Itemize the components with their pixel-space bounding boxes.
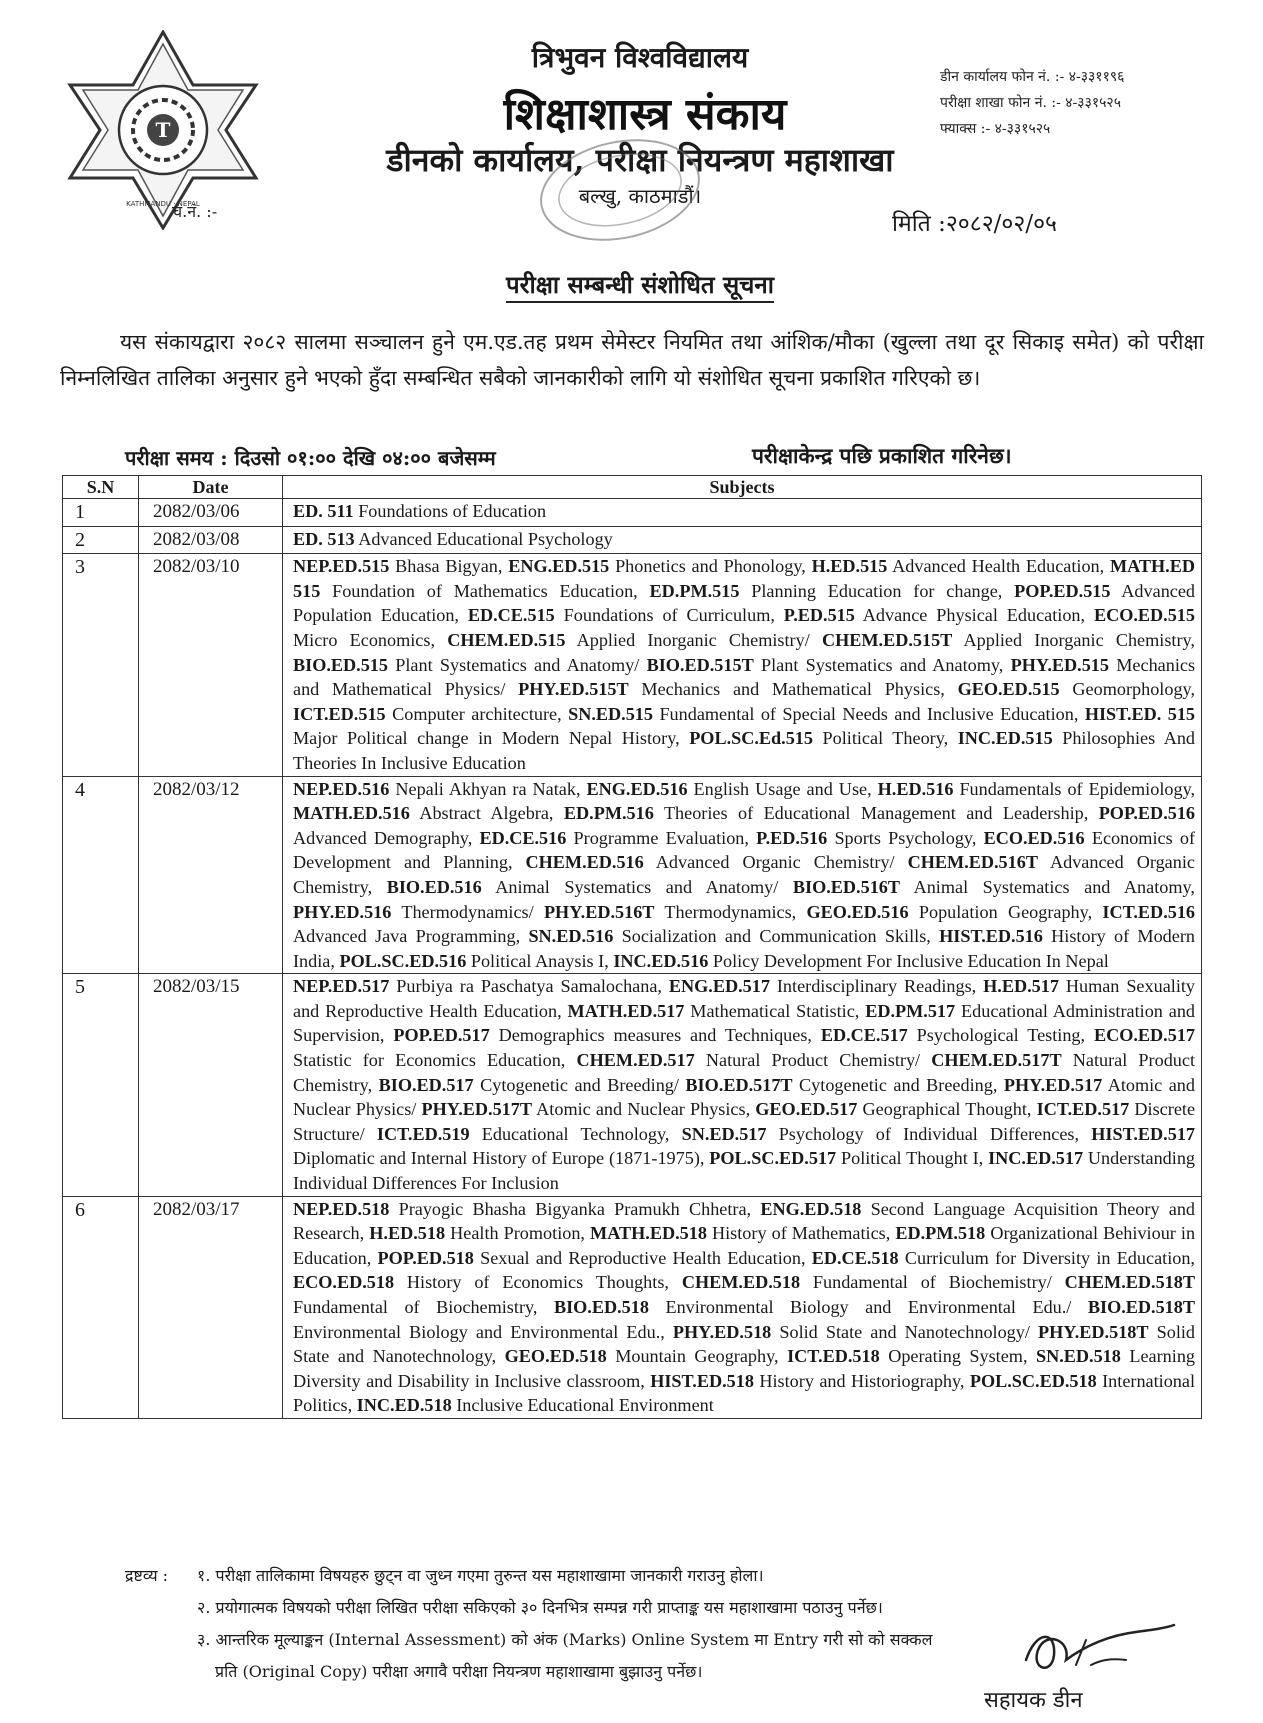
row-sn: 1 (63, 499, 139, 527)
signatory-title: सहायक डीन (984, 1688, 1083, 1713)
subject-title: Foundations of Education (358, 501, 547, 521)
row-subjects (283, 499, 1202, 527)
subject-title: Psychology of Individual Differences, (778, 1123, 1092, 1144)
subject-title: Sports Psychology, (834, 827, 984, 848)
row-sn: 2 (63, 526, 139, 554)
subject-title: Atomic and Nuclear Physics, (536, 1099, 756, 1120)
subject-title: Environmental Biology and Environmental Edu., (293, 1321, 673, 1342)
reference-number: च.नं. :- (172, 202, 218, 221)
subject-code: INC.ED.516 (613, 950, 709, 971)
row-date: 2082/03/10 (139, 554, 283, 776)
subject-code: ED.PM.517 (865, 1000, 956, 1021)
subject-title: Educational Technology, (481, 1123, 682, 1144)
subject-code: INC.ED.515 (957, 728, 1053, 749)
subject-title: Diplomatic and Internal History of Europe (1871-1975), (293, 1148, 710, 1169)
subject-title: Policy Development For Inclusive Education In Nepal (712, 950, 1109, 971)
subject-title: Sexual and Reproductive Health Education, (480, 1247, 812, 1268)
subject-code: H.ED.515 (811, 556, 888, 577)
subject-code: ED. 511 (293, 501, 354, 521)
subject-title: Theories of Educational Management and Leadership, (663, 803, 1099, 824)
subject-title: Purbiya ra Paschatya Samalochana, (396, 976, 669, 997)
subject-title: Political Theory, (822, 728, 958, 749)
subject-title: Human Sexuality and Reproductive Health Education, (293, 976, 1196, 1021)
subject-title: Fundamentals of Epidemiology, (959, 778, 1196, 799)
subject-code: CHEM.ED.516 (525, 852, 644, 873)
subject-title: Thermodynamics/ (401, 901, 544, 922)
subject-code: GEO.ED.516 (806, 901, 909, 922)
subject-title: Atomic and Nuclear Physics/ (293, 1074, 1195, 1120)
subject-title: Curriculum for Diversity in Education, (904, 1247, 1195, 1268)
subject-title: Mathematical Statistic, (690, 1000, 866, 1021)
subject-title: Natural Product Chemistry, (293, 1050, 1196, 1095)
subject-code: PHY.ED.518T (1038, 1321, 1149, 1342)
table-row (63, 499, 1202, 527)
subject-code: ICT.ED.517 (1036, 1099, 1130, 1120)
subject-code: ED.CE.516 (479, 827, 567, 848)
table-row (63, 526, 1202, 554)
subject-code: BIO.ED.517 (378, 1074, 474, 1095)
subject-code: ICT.ED.518 (787, 1346, 880, 1367)
subject-code: POL.SC.Ed.515 (689, 728, 813, 749)
subject-code: ICT.ED.515 (293, 703, 386, 724)
subject-code: BIO.ED.515T (646, 654, 754, 675)
subject-code: ED.CE.515 (467, 605, 555, 626)
subject-code: HIST.ED. 515 (1084, 703, 1196, 724)
subject-code: BIO.ED.516 (386, 876, 482, 897)
subject-code: GEO.ED.518 (504, 1346, 607, 1367)
note-text-1: १. परीक्षा तालिकामा विषयहरु छुट्न वा जुध्न गएमा तुरुन्त यस महाशाखामा जानकारी गराउनु होला। (197, 1566, 764, 1585)
subject-title: Micro Economics, (293, 629, 448, 650)
subject-code: P.ED.516 (756, 827, 828, 848)
table-row (63, 776, 1202, 974)
subject-title: Second Language Acquisition Theory and Research, (293, 1198, 1196, 1244)
subject-title: Inclusive Educational Environment (456, 1395, 714, 1416)
row-sn: 6 (63, 1196, 139, 1418)
subject-code: CHEM.ED.517 (576, 1050, 695, 1071)
subject-title: Interdisciplinary Readings, (776, 976, 984, 997)
subject-code: PHY.ED.516T (543, 901, 655, 922)
office-name: डीनको कार्यालय, परीक्षा नियन्त्रण महाशाखा (386, 141, 894, 179)
row-date: 2082/03/12 (139, 776, 283, 974)
subject-title: Applied Inorganic Chemistry, (963, 629, 1195, 650)
subject-code: ENG.ED.515 (508, 556, 610, 577)
subject-title: Plant Systematics and Anatomy, (760, 654, 1011, 675)
subject-title: Psychological Testing, (916, 1025, 1094, 1046)
subject-code: GEO.ED.515 (957, 679, 1060, 700)
note-text-4: प्रति (Original Copy) परीक्षा अगावै परीक्षा नियन्त्रण महाशाखामा बुझाउनु पर्नेछ। (215, 1662, 703, 1681)
contact-numbers (940, 64, 1124, 142)
subject-title: Foundation of Mathematics Education, (332, 580, 650, 601)
subject-title: Advanced Organic Chemistry/ (655, 852, 908, 873)
subject-title: Applied Inorganic Chemistry/ (576, 629, 822, 650)
col-header-date: Date (139, 476, 283, 499)
subject-title: Advanced Educational Psychology (358, 528, 613, 549)
fax-number: फ्याक्स :- ४-३३१५२५ (940, 121, 1051, 137)
subject-title: Phonetics and Phonology, (615, 556, 812, 577)
subject-code: HIST.ED.518 (650, 1370, 754, 1391)
notice-body (60, 324, 1204, 396)
subject-code: NEP.ED.515 (293, 556, 390, 577)
subject-code: BIO.ED.518T (1087, 1297, 1195, 1317)
subject-code: POP.ED.518 (377, 1247, 474, 1268)
subject-code: PHY.ED.518 (672, 1321, 772, 1342)
subject-code: H.ED.517 (983, 976, 1059, 997)
exam-center-note: परीक्षाकेन्द्र पछि प्रकाशित गरिनेछ। (752, 443, 1012, 468)
subject-title: Operating System, (888, 1346, 1036, 1367)
subject-title: Health Promotion, (450, 1223, 591, 1244)
subject-title: Advanced Population Education, (293, 580, 1196, 626)
exam-section-phone: परीक्षा शाखा फोन नं. :- ४-३३१५२५ (940, 95, 1121, 111)
office-address: बल्खु, काठमाडौं। (578, 184, 702, 208)
subject-title: Animal Systematics and Anatomy/ (495, 876, 793, 897)
table-row (63, 554, 1202, 776)
subject-title: Animal Systematics and Anatomy, (913, 876, 1195, 897)
subject-code: POL.SC.ED.518 (969, 1370, 1097, 1391)
subject-code: PHY.ED.515T (518, 679, 629, 700)
svg-text:T: T (155, 118, 171, 142)
subject-title: Philosophies And Theories In Inclusive Education (293, 728, 1196, 773)
subject-code: INC.ED.517 (988, 1148, 1084, 1169)
subject-code: SN.ED.517 (681, 1123, 767, 1144)
subject-code: SN.ED.515 (568, 703, 653, 724)
exam-time: परीक्षा समय : दिउसो ०१:०० देखि ०४:०० बजेसम्म (125, 446, 496, 470)
subject-title: Advance Physical Education, (862, 605, 1094, 626)
subject-code: POP.ED.517 (393, 1025, 490, 1046)
subject-code: H.ED.516 (877, 778, 954, 799)
subject-title: Solid State and Nanotechnology, (293, 1321, 1196, 1367)
col-header-subjects: Subjects (283, 476, 1202, 499)
university-name: त्रिभुवन विश्वविद्यालय (531, 41, 749, 74)
subject-title: Plant Systematics and Anatomy/ (395, 654, 647, 675)
subject-title: History of Modern India, (293, 926, 1195, 971)
subject-code: MATH.ED 515 (293, 556, 1195, 601)
subject-code: ECO.ED.515 (1093, 605, 1195, 626)
subject-title: Advanced Demography, (293, 827, 480, 848)
subject-code: ENG.ED.517 (668, 976, 770, 997)
subject-code: BIO.ED.517T (685, 1074, 793, 1095)
note-text-3: ३. आन्तरिक मूल्याङ्कन (Internal Assessment) को अंक (Marks) Online System मा Entry गरी सो को सक्कल (197, 1630, 933, 1649)
table-row (63, 1196, 1202, 1418)
row-subjects (283, 974, 1202, 1196)
subject-code: CHEM.ED.515T (821, 629, 953, 650)
subject-title: Thermodynamics, (664, 901, 807, 922)
subject-title: Programme Evaluation, (573, 827, 757, 848)
subject-code: POL.SC.ED.517 (709, 1148, 837, 1169)
subject-title: Advanced Health Education, (892, 556, 1110, 577)
subject-code: CHEM.ED.518 (681, 1272, 801, 1293)
office-stamp (530, 135, 710, 245)
subject-title: Mechanics and Mathematical Physics, (641, 679, 958, 700)
subject-code: CHEM.ED.518T (1064, 1272, 1195, 1293)
table-row (63, 974, 1202, 1196)
subject-code: ED.PM.516 (563, 803, 654, 824)
row-date: 2082/03/15 (139, 974, 283, 1196)
notice-date: मिति :२०८२/०२/०५ (892, 211, 1058, 237)
subject-title: History and Historiography, (759, 1370, 970, 1391)
row-date: 2082/03/17 (139, 1196, 283, 1418)
subject-title: Fundamental of Biochemistry, (293, 1297, 554, 1317)
subject-title: Statistic for Economics Education, (293, 1050, 577, 1071)
row-subjects (283, 526, 1202, 554)
subject-code: MATH.ED.518 (590, 1223, 707, 1244)
subject-title: Advanced Organic Chemistry, (293, 852, 1195, 897)
subject-code: ECO.ED.517 (1093, 1025, 1196, 1046)
subject-code: POP.ED.516 (1098, 803, 1196, 824)
subject-title: Mechanics and Mathematical Physics/ (293, 654, 1196, 700)
subject-code: PHY.ED.517T (421, 1099, 532, 1120)
subject-title: Population Geography, (918, 901, 1103, 922)
exam-schedule-table (62, 475, 1202, 1419)
subject-title: Advanced Java Programming, (293, 926, 529, 947)
subject-code: BIO.ED.516T (792, 876, 901, 897)
subject-title: History of Economics Thoughts, (406, 1272, 682, 1293)
subject-title: Environmental Biology and Environmental Edu./ (665, 1297, 1088, 1317)
subject-code: SN.ED.516 (528, 926, 614, 947)
subject-title: Planning Education for change, (751, 580, 1015, 601)
subject-code: POL.SC.ED.516 (339, 950, 467, 971)
row-subjects (283, 776, 1202, 974)
subject-code: ICT.ED.519 (376, 1123, 470, 1144)
subject-code: ENG.ED.518 (760, 1198, 862, 1219)
subject-code: SN.ED.518 (1035, 1346, 1121, 1367)
subject-code: CHEM.ED.516T (907, 852, 1038, 873)
subject-title: Computer architecture, (392, 703, 569, 724)
subject-title: Political Anaysis I, (470, 950, 614, 971)
row-sn: 3 (63, 554, 139, 776)
subject-code: POP.ED.515 (1014, 580, 1111, 601)
subject-code: BIO.ED.518 (553, 1297, 649, 1317)
subject-code: MATH.ED.516 (293, 803, 410, 824)
row-subjects (283, 554, 1202, 776)
subject-code: PHY.ED.516 (293, 901, 392, 922)
subject-title: Major Political change in Modern Nepal History, (293, 728, 690, 749)
subject-title: Foundations of Curriculum, (563, 605, 784, 626)
subject-code: BIO.ED.515 (293, 654, 388, 675)
row-date: 2082/03/08 (139, 526, 283, 554)
row-subjects (283, 1196, 1202, 1418)
subject-title: Organizational Behiviour in Education, (293, 1223, 1196, 1268)
subject-code: P.ED.515 (783, 605, 855, 626)
subject-title: Abstract Algebra, (419, 803, 564, 824)
subject-title: Solid State and Nanotechnology/ (779, 1321, 1039, 1342)
subject-title: Bhasa Bigyan, (395, 556, 509, 577)
subject-code: ED.CE.517 (820, 1025, 908, 1046)
subject-title: Cytogenetic and Breeding, (799, 1074, 1004, 1095)
notice-title-text: परीक्षा सम्बन्धी संशोधित सूचना (506, 270, 774, 303)
row-sn: 5 (63, 974, 139, 1196)
table-header-row (63, 476, 1202, 499)
subject-code: ED.PM.515 (649, 580, 740, 601)
subject-title: Fundamental of Biochemistry/ (812, 1272, 1065, 1293)
subject-title: Understanding Individual Differences For Inclusion (293, 1148, 1196, 1194)
subject-code: MATH.ED.517 (567, 1000, 685, 1021)
subject-title: Economics of Development and Planning, (293, 827, 1196, 873)
notice-body-text: यस संकायद्वारा २०८२ सालमा सञ्चालन हुने एम.एड.तह प्रथम सेमेस्टर नियमित तथा आंशिक/मौका (खुल्ला तथा दूर सिकाइ समेत) को परीक्षा निम्नलिखित तालिका अनुसार हुने भएको हुँदा सम्बन्धित सबैको जानकारीको लागि यो संशोधित सूचना प्रकाशित गरिएको छ। (60, 330, 1204, 390)
subject-title: Nepali Akhyan ra Natak, (395, 778, 587, 799)
subject-code: ENG.ED.516 (586, 778, 688, 799)
subject-code: ED.PM.518 (895, 1223, 986, 1244)
notice-title (360, 268, 920, 301)
faculty-name: शिक्षाशास्त्र संकाय (503, 89, 787, 140)
dean-office-phone: डीन कार्यालय फोन नं. :- ४-३३११९६ (940, 69, 1125, 85)
subject-code: GEO.ED.517 (755, 1099, 858, 1120)
subject-title: English Usage and Use, (693, 778, 878, 799)
subject-code: PHY.ED.517 (1003, 1074, 1103, 1095)
row-date: 2082/03/06 (139, 499, 283, 527)
subject-title: Geomorphology, (1072, 679, 1196, 700)
signature (1016, 1620, 1176, 1680)
subject-code: CHEM.ED.515 (447, 629, 566, 650)
subject-code: ICT.ED.516 (1102, 901, 1196, 922)
subject-title: Demographics measures and Techniques, (498, 1025, 821, 1046)
col-header-sn: S.N (63, 476, 139, 499)
subject-code: PHY.ED.515 (1010, 654, 1109, 675)
logo-caption: KATHMANDU · NEPAL (126, 200, 200, 208)
subject-title: Political Thought I, (840, 1148, 989, 1169)
subject-code: H.ED.518 (369, 1223, 446, 1244)
subject-title: Learning Diversity and Disability in Inclusive classroom, (293, 1346, 1196, 1391)
subject-title: Discrete Structure/ (293, 1099, 1196, 1144)
subject-code: HIST.ED.517 (1091, 1123, 1196, 1144)
subject-code: INC.ED.518 (356, 1395, 452, 1416)
subject-code: NEP.ED.518 (293, 1198, 390, 1219)
note-item (125, 1560, 1225, 1592)
subject-code: ECO.ED.518 (293, 1272, 395, 1293)
subject-code: ED. 513 (293, 528, 355, 549)
subject-title: Educational Administration and Supervision, (293, 1000, 1196, 1046)
row-sn: 4 (63, 776, 139, 974)
subject-code: HIST.ED.516 (939, 926, 1043, 947)
subject-title: Fundamental of Special Needs and Inclusive Education, (659, 703, 1085, 724)
subject-code: NEP.ED.517 (293, 976, 390, 997)
subject-title: Prayogic Bhasha Bigyanka Pramukh Chhetra, (398, 1198, 761, 1219)
subject-code: ECO.ED.516 (983, 827, 1085, 848)
university-logo (58, 30, 268, 230)
subject-title: Cytogenetic and Breeding/ (480, 1074, 686, 1095)
notes-lead: द्रष्टव्य : (125, 1566, 169, 1585)
note-text-2: २. प्रयोगात्मक विषयको परीक्षा लिखित परीक्षा सकिएको ३० दिनभित्र सम्पन्न गरी प्राप्ताङ्क यस महाशाखामा पठाउनु पर्नेछ। (197, 1598, 883, 1617)
subject-title: Natural Product Chemistry/ (705, 1050, 932, 1071)
subject-title: International Politics, (293, 1370, 1196, 1416)
subject-title: Geographical Thought, (862, 1099, 1037, 1120)
subject-code: NEP.ED.516 (293, 778, 390, 799)
subject-code: CHEM.ED.517T (931, 1050, 1062, 1071)
subject-title: Mountain Geography, (615, 1346, 788, 1367)
subject-title: History of Mathematics, (711, 1223, 896, 1244)
subject-title: Socialization and Communication Skills, (621, 926, 940, 947)
subject-code: ED.CE.518 (811, 1247, 899, 1268)
